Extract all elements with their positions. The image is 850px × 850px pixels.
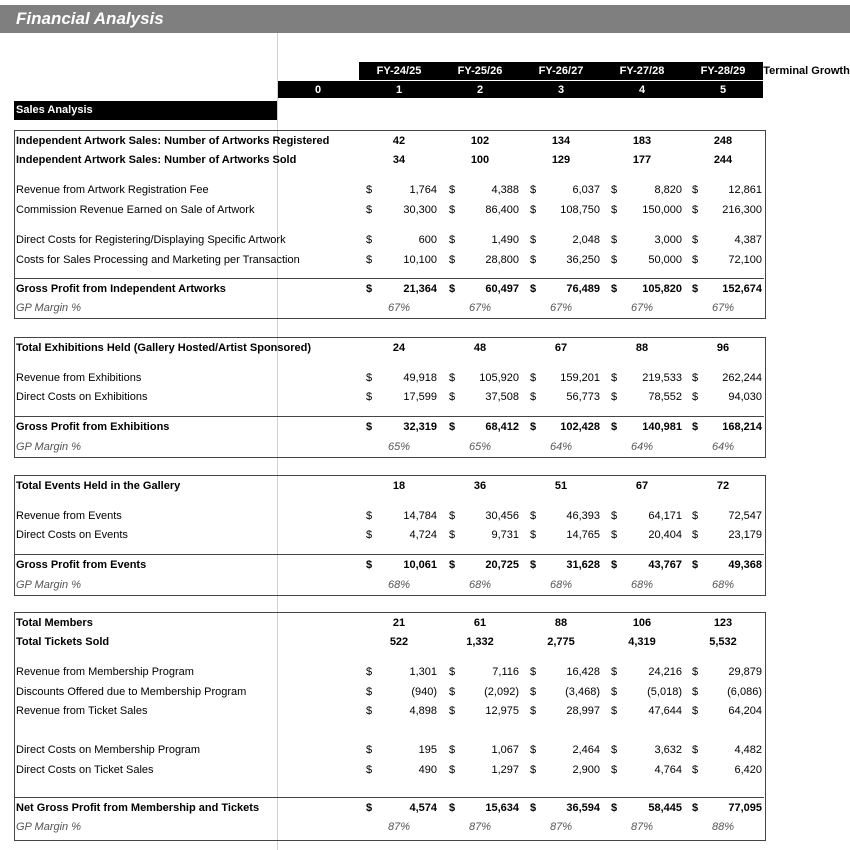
value-cell: 219,533 (642, 372, 682, 384)
period-index: 2 (476, 84, 484, 96)
currency-symbol: $ (691, 254, 699, 266)
gross-profit-cell: 140,981 (642, 421, 682, 433)
value-cell: 37,508 (485, 391, 519, 403)
margin-label: GP Margin % (16, 579, 82, 591)
currency-symbol: $ (691, 421, 699, 433)
margin-cell: 68% (549, 579, 573, 591)
value-cell: 20,404 (648, 529, 682, 541)
gross-profit-cell: 60,497 (485, 283, 519, 295)
value-cell: 1,297 (491, 764, 519, 776)
currency-symbol: $ (448, 705, 456, 717)
year-label: FY-28/29 (700, 65, 746, 77)
row-label: Total Exhibitions Held (Gallery Hosted/Artist Sponsored) (16, 342, 311, 354)
gross-profit-label: Gross Profit from Exhibitions (16, 421, 170, 433)
value-cell: 6,420 (734, 764, 762, 776)
currency-symbol: $ (365, 802, 373, 814)
count-cell: 24 (392, 342, 406, 354)
row-label: Revenue from Ticket Sales (16, 705, 148, 717)
margin-cell: 68% (630, 579, 654, 591)
gross-profit-cell: 31,628 (566, 559, 600, 571)
currency-symbol: $ (448, 686, 456, 698)
value-cell: 24,216 (648, 666, 682, 678)
value-cell: (3,468) (565, 686, 600, 698)
margin-cell: 68% (468, 579, 492, 591)
currency-symbol: $ (529, 764, 537, 776)
value-cell: 49,918 (403, 372, 437, 384)
value-cell: 195 (418, 744, 437, 756)
currency-symbol: $ (691, 283, 699, 295)
value-cell: 216,300 (722, 204, 762, 216)
margin-label: GP Margin % (16, 821, 82, 833)
currency-symbol: $ (691, 372, 699, 384)
value-cell: (6,086) (727, 686, 762, 698)
margin-cell: 67% (630, 302, 654, 314)
currency-symbol: $ (448, 204, 456, 216)
year-label: FY-25/26 (457, 65, 503, 77)
title-bar (0, 5, 850, 33)
currency-symbol: $ (691, 529, 699, 541)
currency-symbol: $ (448, 421, 456, 433)
currency-symbol: $ (365, 529, 373, 541)
row-label: Direct Costs on Ticket Sales (16, 764, 154, 776)
count-cell: 36 (473, 480, 487, 492)
currency-symbol: $ (448, 559, 456, 571)
currency-symbol: $ (691, 802, 699, 814)
count-cell: 21 (392, 617, 406, 629)
margin-cell: 67% (468, 302, 492, 314)
value-cell: 64,204 (728, 705, 762, 717)
currency-symbol: $ (529, 510, 537, 522)
value-cell: 56,773 (566, 391, 600, 403)
currency-symbol: $ (365, 666, 373, 678)
gross-profit-cell: 43,767 (648, 559, 682, 571)
value-cell: 72,100 (728, 254, 762, 266)
gross-profit-cell: 77,095 (728, 802, 762, 814)
currency-symbol: $ (448, 510, 456, 522)
value-cell: 46,393 (566, 510, 600, 522)
gross-profit-cell: 21,364 (403, 283, 437, 295)
currency-symbol: $ (448, 764, 456, 776)
count-cell: 4,319 (628, 636, 656, 648)
count-cell: 96 (716, 342, 730, 354)
value-cell: 105,920 (479, 372, 519, 384)
currency-symbol: $ (610, 372, 618, 384)
currency-symbol: $ (691, 764, 699, 776)
currency-symbol: $ (691, 705, 699, 717)
terminal-growth-label: Terminal Growth (763, 65, 850, 77)
count-cell: 177 (632, 154, 652, 166)
section-separator (14, 797, 764, 798)
value-cell: 9,731 (491, 529, 519, 541)
row-label: Direct Costs on Exhibitions (16, 391, 148, 403)
gross-profit-label: Gross Profit from Independent Artworks (16, 283, 226, 295)
count-cell: 2,775 (547, 636, 575, 648)
currency-symbol: $ (365, 283, 373, 295)
value-cell: 159,201 (560, 372, 600, 384)
currency-symbol: $ (365, 234, 373, 246)
margin-cell: 65% (468, 441, 492, 453)
year-label: FY-27/28 (619, 65, 665, 77)
gross-profit-cell: 168,214 (722, 421, 762, 433)
period-index: 1 (395, 84, 403, 96)
count-cell: 1,332 (466, 636, 494, 648)
value-cell: 262,244 (722, 372, 762, 384)
currency-symbol: $ (529, 421, 537, 433)
currency-symbol: $ (365, 510, 373, 522)
row-label: Commission Revenue Earned on Sale of Artwork (16, 204, 255, 216)
value-cell: 12,861 (728, 184, 762, 196)
count-cell: 61 (473, 617, 487, 629)
currency-symbol: $ (365, 764, 373, 776)
currency-symbol: $ (691, 686, 699, 698)
gross-profit-cell: 68,412 (485, 421, 519, 433)
count-cell: 34 (392, 154, 406, 166)
currency-symbol: $ (610, 764, 618, 776)
currency-symbol: $ (529, 802, 537, 814)
count-cell: 67 (635, 480, 649, 492)
value-cell: 16,428 (566, 666, 600, 678)
currency-symbol: $ (691, 510, 699, 522)
period-index: 3 (557, 84, 565, 96)
index-header-bar (278, 81, 763, 98)
currency-symbol: $ (691, 744, 699, 756)
count-cell: 18 (392, 480, 406, 492)
currency-symbol: $ (365, 391, 373, 403)
value-cell: 4,898 (409, 705, 437, 717)
margin-cell: 67% (711, 302, 735, 314)
value-cell: 3,632 (654, 744, 682, 756)
currency-symbol: $ (691, 184, 699, 196)
currency-symbol: $ (365, 372, 373, 384)
value-cell: 108,750 (560, 204, 600, 216)
margin-cell: 64% (630, 441, 654, 453)
currency-symbol: $ (529, 234, 537, 246)
currency-symbol: $ (610, 204, 618, 216)
currency-symbol: $ (365, 686, 373, 698)
sales-analysis-header: Sales Analysis (14, 101, 277, 120)
gross-profit-cell: 49,368 (728, 559, 762, 571)
currency-symbol: $ (529, 283, 537, 295)
currency-symbol: $ (448, 802, 456, 814)
year-label: FY-26/27 (538, 65, 584, 77)
value-cell: 3,000 (654, 234, 682, 246)
currency-symbol: $ (448, 372, 456, 384)
currency-symbol: $ (529, 254, 537, 266)
currency-symbol: $ (610, 234, 618, 246)
margin-cell: 64% (549, 441, 573, 453)
count-cell: 100 (470, 154, 490, 166)
row-label: Direct Costs on Events (16, 529, 128, 541)
currency-symbol: $ (610, 184, 618, 196)
count-cell: 134 (551, 135, 571, 147)
margin-cell: 87% (630, 821, 654, 833)
count-cell: 123 (713, 617, 733, 629)
currency-symbol: $ (529, 705, 537, 717)
currency-symbol: $ (529, 204, 537, 216)
currency-symbol: $ (448, 391, 456, 403)
currency-symbol: $ (365, 559, 373, 571)
gross-profit-cell: 105,820 (642, 283, 682, 295)
value-cell: 28,800 (485, 254, 519, 266)
margin-cell: 64% (711, 441, 735, 453)
margin-cell: 87% (549, 821, 573, 833)
currency-symbol: $ (365, 421, 373, 433)
currency-symbol: $ (610, 421, 618, 433)
margin-cell: 68% (387, 579, 411, 591)
currency-symbol: $ (448, 283, 456, 295)
value-cell: 17,599 (403, 391, 437, 403)
count-cell: 48 (473, 342, 487, 354)
count-cell: 129 (551, 154, 571, 166)
period-index: 0 (314, 84, 322, 96)
count-cell: 522 (389, 636, 409, 648)
value-cell: 1,067 (491, 744, 519, 756)
value-cell: 72,547 (728, 510, 762, 522)
row-label: Total Events Held in the Gallery (16, 480, 181, 492)
gross-profit-cell: 32,319 (403, 421, 437, 433)
value-cell: 86,400 (485, 204, 519, 216)
row-label: Total Members (16, 617, 93, 629)
row-label: Revenue from Exhibitions (16, 372, 142, 384)
row-label: Revenue from Membership Program (16, 666, 194, 678)
gross-profit-cell: 102,428 (560, 421, 600, 433)
margin-cell: 67% (387, 302, 411, 314)
currency-symbol: $ (448, 234, 456, 246)
value-cell: 23,179 (728, 529, 762, 541)
currency-symbol: $ (610, 705, 618, 717)
value-cell: 94,030 (728, 391, 762, 403)
value-cell: 150,000 (642, 204, 682, 216)
currency-symbol: $ (529, 529, 537, 541)
value-cell: 28,997 (566, 705, 600, 717)
margin-cell: 88% (711, 821, 735, 833)
currency-symbol: $ (610, 283, 618, 295)
currency-symbol: $ (529, 559, 537, 571)
value-cell: 78,552 (648, 391, 682, 403)
currency-symbol: $ (529, 372, 537, 384)
currency-symbol: $ (529, 744, 537, 756)
currency-symbol: $ (448, 744, 456, 756)
currency-symbol: $ (691, 391, 699, 403)
count-cell: 183 (632, 135, 652, 147)
gross-profit-cell: 15,634 (485, 802, 519, 814)
currency-symbol: $ (448, 184, 456, 196)
currency-symbol: $ (365, 254, 373, 266)
count-cell: 106 (632, 617, 652, 629)
currency-symbol: $ (610, 802, 618, 814)
currency-symbol: $ (610, 686, 618, 698)
currency-symbol: $ (691, 204, 699, 216)
value-cell: 1,764 (409, 184, 437, 196)
value-cell: 30,456 (485, 510, 519, 522)
value-cell: 2,048 (572, 234, 600, 246)
value-cell: 7,116 (492, 666, 519, 678)
period-index: 5 (719, 84, 727, 96)
section-separator (14, 416, 764, 417)
currency-symbol: $ (691, 559, 699, 571)
section-separator (14, 554, 764, 555)
count-cell: 88 (554, 617, 568, 629)
gross-profit-cell: 152,674 (722, 283, 762, 295)
gross-profit-cell: 58,445 (648, 802, 682, 814)
margin-cell: 67% (549, 302, 573, 314)
value-cell: 10,100 (403, 254, 437, 266)
value-cell: 4,388 (491, 184, 519, 196)
currency-symbol: $ (610, 254, 618, 266)
value-cell: 1,490 (491, 234, 519, 246)
margin-label: GP Margin % (16, 302, 82, 314)
currency-symbol: $ (610, 744, 618, 756)
currency-symbol: $ (529, 666, 537, 678)
count-cell: 67 (554, 342, 568, 354)
value-cell: 36,250 (566, 254, 600, 266)
currency-symbol: $ (610, 391, 618, 403)
value-cell: 50,000 (648, 254, 682, 266)
currency-symbol: $ (691, 666, 699, 678)
value-cell: 490 (418, 764, 437, 776)
row-label: Revenue from Events (16, 510, 122, 522)
currency-symbol: $ (365, 744, 373, 756)
currency-symbol: $ (610, 529, 618, 541)
value-cell: 12,975 (485, 705, 519, 717)
currency-symbol: $ (448, 529, 456, 541)
gross-profit-cell: 20,725 (485, 559, 519, 571)
currency-symbol: $ (610, 666, 618, 678)
count-cell: 72 (716, 480, 730, 492)
gross-profit-label: Net Gross Profit from Membership and Tickets (16, 802, 260, 814)
value-cell: 4,764 (654, 764, 682, 776)
row-label: Direct Costs for Registering/Displaying Specific Artwork (16, 234, 286, 246)
page-title: Financial Analysis (16, 9, 164, 28)
row-label: Independent Artwork Sales: Number of Artworks Registered (16, 135, 330, 147)
value-cell: 600 (418, 234, 437, 246)
value-cell: 2,900 (572, 764, 600, 776)
value-cell: (940) (411, 686, 437, 698)
margin-cell: 68% (711, 579, 735, 591)
value-cell: 2,464 (572, 744, 600, 756)
currency-symbol: $ (365, 184, 373, 196)
gross-profit-label: Gross Profit from Events (16, 559, 147, 571)
currency-symbol: $ (529, 686, 537, 698)
row-label: Revenue from Artwork Registration Fee (16, 184, 209, 196)
count-cell: 88 (635, 342, 649, 354)
value-cell: 8,820 (654, 184, 682, 196)
value-cell: 4,724 (409, 529, 437, 541)
period-index: 4 (638, 84, 646, 96)
value-cell: 30,300 (403, 204, 437, 216)
currency-symbol: $ (529, 391, 537, 403)
year-label: FY-24/25 (376, 65, 422, 77)
currency-symbol: $ (448, 254, 456, 266)
value-cell: 6,037 (572, 184, 600, 196)
margin-label: GP Margin % (16, 441, 82, 453)
value-cell: 47,644 (648, 705, 682, 717)
margin-cell: 65% (387, 441, 411, 453)
count-cell: 244 (713, 154, 733, 166)
count-cell: 51 (554, 480, 568, 492)
currency-symbol: $ (610, 510, 618, 522)
value-cell: 14,765 (566, 529, 600, 541)
row-label: Total Tickets Sold (16, 636, 110, 648)
value-cell: (5,018) (647, 686, 682, 698)
currency-symbol: $ (691, 234, 699, 246)
value-cell: (2,092) (484, 686, 519, 698)
gross-profit-cell: 4,574 (409, 802, 437, 814)
section-separator (14, 278, 764, 279)
value-cell: 64,171 (648, 510, 682, 522)
value-cell: 4,387 (734, 234, 762, 246)
count-cell: 5,532 (709, 636, 737, 648)
value-cell: 1,301 (409, 666, 437, 678)
row-label: Costs for Sales Processing and Marketing per Transaction (16, 254, 300, 266)
value-cell: 4,482 (734, 744, 762, 756)
currency-symbol: $ (610, 559, 618, 571)
row-label: Independent Artwork Sales: Number of Artworks Sold (16, 154, 297, 166)
gross-profit-cell: 10,061 (403, 559, 437, 571)
margin-cell: 87% (468, 821, 492, 833)
value-cell: 29,879 (728, 666, 762, 678)
margin-cell: 87% (387, 821, 411, 833)
gross-profit-cell: 76,489 (566, 283, 600, 295)
currency-symbol: $ (529, 184, 537, 196)
currency-symbol: $ (448, 666, 456, 678)
count-cell: 42 (392, 135, 406, 147)
row-label: Direct Costs on Membership Program (16, 744, 201, 756)
row-label: Discounts Offered due to Membership Program (16, 686, 247, 698)
count-cell: 102 (470, 135, 490, 147)
gross-profit-cell: 36,594 (566, 802, 600, 814)
currency-symbol: $ (365, 705, 373, 717)
value-cell: 14,784 (403, 510, 437, 522)
currency-symbol: $ (365, 204, 373, 216)
count-cell: 248 (713, 135, 733, 147)
